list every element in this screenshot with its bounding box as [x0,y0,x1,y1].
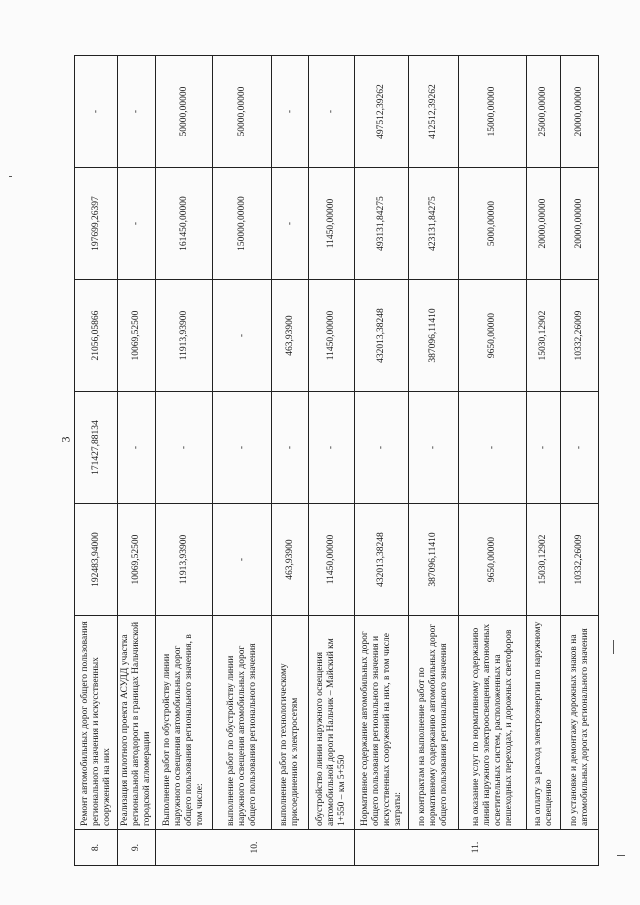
table-row [355,56,409,866]
value-cell: - [213,280,272,392]
value-cell: - [213,392,272,504]
value-cell: 10332,26009 [561,504,599,616]
table-row [459,56,527,866]
row-description: Реализация пилотного проекта АСУДД участка региональной автодороги в границах Нальчикской городской агломерации [118,616,156,830]
table-row [156,56,213,866]
value-cell: 10069,52500 [118,280,156,392]
value-cell: 20000,00000 [527,168,561,280]
value-cell: 197699,26397 [75,168,118,280]
rotated-table-wrapper [74,56,596,866]
value-cell: 20000,00000 [561,168,599,280]
row-number: 9. [118,830,156,866]
value-cell: 432013,38248 [355,280,409,392]
margin-mark [617,855,625,856]
row-description: выполнение работ по обустройству линии наружного освещения автомобильных дорог общего пользования регионального значения [213,616,272,830]
table-row [561,56,599,866]
table-row [75,56,118,866]
value-cell: 161450,00000 [156,168,213,280]
value-cell: 25000,00000 [527,56,561,168]
table-row [309,56,355,866]
value-cell: 5000,00000 [459,168,527,280]
value-cell: 20000,00000 [561,56,599,168]
row-description: Ремонт автомобильных дорог общего пользования регионального значения и искусственных сооружений на них [75,616,118,830]
row-description: Выполнение работ по обустройству линии наружного освещения автомобильных дорог общего пользования регионального значения, в том числе: [156,616,213,830]
value-cell: - [409,392,459,504]
value-cell: 192483,94000 [75,504,118,616]
value-cell: 15000,00000 [459,56,527,168]
value-cell: - [75,56,118,168]
row-number: 11. [355,830,599,866]
value-cell: - [213,504,272,616]
value-cell: 15030,12902 [527,504,561,616]
value-cell: 463,93900 [272,280,309,392]
value-cell: 50000,00000 [156,56,213,168]
value-cell: 150000,00000 [213,168,272,280]
value-cell: 10332,26009 [561,280,599,392]
value-cell: 11450,00000 [309,280,355,392]
value-cell: 11450,00000 [309,168,355,280]
row-description: по установке и демонтажу дорожных знаков на автомобильных дорогах регионального значения [561,616,599,830]
value-cell: - [527,392,561,504]
table-row [527,56,561,866]
value-cell: 412512,39262 [409,56,459,168]
value-cell: 387096,11410 [409,504,459,616]
margin-mark [9,176,12,177]
row-description: по контрактам на выполнение работ по нормативному содержанию автомобильных дорог общего пользования регионального значения [409,616,459,830]
value-cell: 15030,12902 [527,280,561,392]
value-cell: 497512,39262 [355,56,409,168]
value-cell: 387096,11410 [409,280,459,392]
table-row [409,56,459,866]
value-cell: 493131,84275 [355,168,409,280]
row-number: 10. [156,830,355,866]
margin-mark [613,640,614,654]
row-description: обустройство линии наружного освещения автомобильной дороги Нальчик – Майский км 1+550 – км 5+550 [309,616,355,830]
row-description: Нормативное содержание автомобильных дорог общего пользования регионального значения и искусственных сооружений на них, в том числе затраты: [355,616,409,830]
table-row [118,56,156,866]
page-number: 3 [58,436,73,443]
row-description: на оплату за расход электроэнергии по наружному освещению [527,616,561,830]
value-cell: 171427,88134 [75,392,118,504]
value-cell: - [459,392,527,504]
value-cell: 9650,00000 [459,504,527,616]
value-cell: - [561,392,599,504]
value-cell: 10069,52500 [118,504,156,616]
budget-table [74,55,599,866]
value-cell: 423131,84275 [409,168,459,280]
value-cell: 11913,93900 [156,504,213,616]
value-cell: - [272,392,309,504]
value-cell: - [156,392,213,504]
value-cell: - [309,392,355,504]
value-cell: - [272,56,309,168]
value-cell: 11450,00000 [309,504,355,616]
value-cell: - [118,56,156,168]
value-cell: 11913,93900 [156,280,213,392]
value-cell: - [355,392,409,504]
value-cell: 50000,00000 [213,56,272,168]
value-cell: - [272,168,309,280]
row-number: 8. [75,830,118,866]
value-cell: - [118,168,156,280]
value-cell: - [118,392,156,504]
value-cell: 21056,05866 [75,280,118,392]
value-cell: 432013,38248 [355,504,409,616]
table-row [213,56,272,866]
table-row [272,56,309,866]
value-cell: 9650,00000 [459,280,527,392]
value-cell: - [309,56,355,168]
row-description: выполнение работ по технологическому присоединению к электросетям [272,616,309,830]
row-description: на оказание услуг по нормативному содержанию линий наружного электроосвещения, автономных осветительных систем, расположенных на пешеходных переходах, и дорожных светофоров [459,616,527,830]
value-cell: 463,93900 [272,504,309,616]
